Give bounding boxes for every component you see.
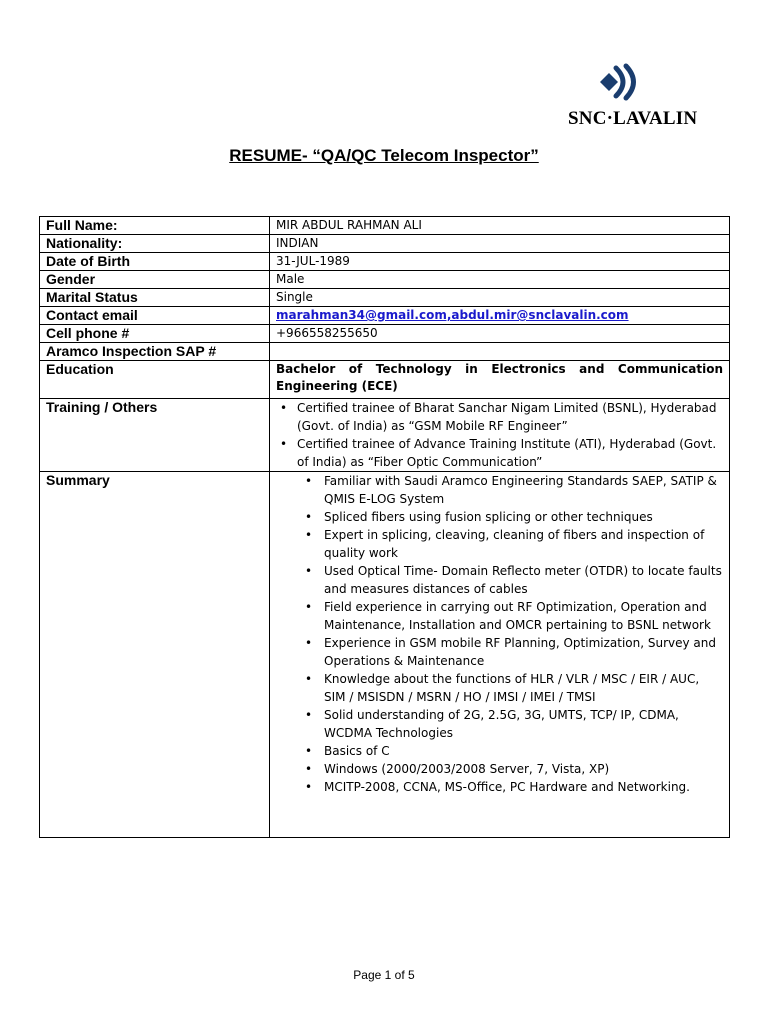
row-cell-phone [40, 325, 730, 343]
cell-phone-value: +966558255650 [270, 325, 730, 343]
list-item: • Basics of C [305, 744, 390, 758]
row-marital-status [40, 289, 730, 307]
nationality-label: Nationality: [40, 235, 270, 253]
row-aramco-sap [40, 343, 730, 361]
contact-email-link[interactable]: marahman34@gmail.com,abdul.mir@snclavalin.com [276, 308, 629, 322]
dob-value: 31-JUL-1989 [270, 253, 730, 271]
row-summary [40, 472, 730, 838]
education-label: Education [40, 361, 270, 399]
list-item: • Field experience in carrying out RF Optimization, Operation and Maintenance, Installation and OMCR pertaining to BSNL network [305, 600, 711, 632]
list-item: • Experience in GSM mobile RF Planning, Optimization, Survey and Operations & Maintenance [305, 636, 716, 668]
aramco-sap-label: Aramco Inspection SAP # [40, 343, 270, 361]
row-gender [40, 271, 730, 289]
marital-status-label: Marital Status [40, 289, 270, 307]
list-item: • Certified trainee of Bharat Sanchar Nigam Limited (BSNL), Hyderabad (Govt. of India) as “GSM Mobile RF Engineer” [280, 401, 717, 433]
row-nationality [40, 235, 730, 253]
list-item: • Spliced fibers using fusion splicing or other techniques [305, 510, 653, 524]
summary-label: Summary [40, 472, 270, 838]
full-name-label: Full Name: [40, 217, 270, 235]
education-value: Bachelor of Technology in Electronics and Communication Engineering (ECE) [270, 361, 730, 399]
full-name-value: MIR ABDUL RAHMAN ALI [270, 217, 730, 235]
list-item: • MCITP-2008, CCNA, MS-Office, PC Hardware and Networking. [305, 780, 690, 794]
cell-phone-label: Cell phone # [40, 325, 270, 343]
marital-status-value: Single [270, 289, 730, 307]
list-item: • Certified trainee of Advance Training Institute (ATI), Hyderabad (Govt. of India) as “Fiber Optic Communication” [280, 437, 717, 469]
list-item: • Used Optical Time- Domain Reflecto meter (OTDR) to locate faults and measures distances of cables [305, 564, 722, 596]
training-list [276, 399, 723, 471]
resume-table [39, 216, 730, 838]
dob-label: Date of Birth [40, 253, 270, 271]
row-dob [40, 253, 730, 271]
list-item: • Solid understanding of 2G, 2.5G, 3G, UMTS, TCP/ IP, CDMA, WCDMA Technologies [305, 708, 679, 740]
logo-text: SNC·LAVALIN [568, 108, 698, 129]
training-label: Training / Others [40, 399, 270, 472]
aramco-sap-value [270, 343, 730, 361]
row-education [40, 361, 730, 399]
snc-lavalin-logo-icon [596, 62, 642, 102]
gender-label: Gender [40, 271, 270, 289]
row-training [40, 399, 730, 472]
list-item: • Expert in splicing, cleaving, cleaning of fibers and inspection of quality work [305, 528, 705, 560]
list-item: • Windows (2000/2003/2008 Server, 7, Vista, XP) [305, 762, 610, 776]
gender-value: Male [270, 271, 730, 289]
summary-list [276, 472, 723, 796]
nationality-value: INDIAN [270, 235, 730, 253]
list-item: • Knowledge about the functions of HLR / VLR / MSC / EIR / AUC, SIM / MSISDN / MSRN / HO / IMSI / IMEI / TMSI [305, 672, 700, 704]
list-item: • Familiar with Saudi Aramco Engineering Standards SAEP, SATIP & QMIS E-LOG System [305, 474, 717, 506]
contact-email-label: Contact email [40, 307, 270, 325]
row-contact-email [40, 307, 730, 325]
row-full-name [40, 217, 730, 235]
company-logo [568, 62, 728, 132]
page-title: RESUME- “QA/QC Telecom Inspector” [229, 146, 539, 165]
page-number: Page 1 of 5 [353, 968, 415, 982]
